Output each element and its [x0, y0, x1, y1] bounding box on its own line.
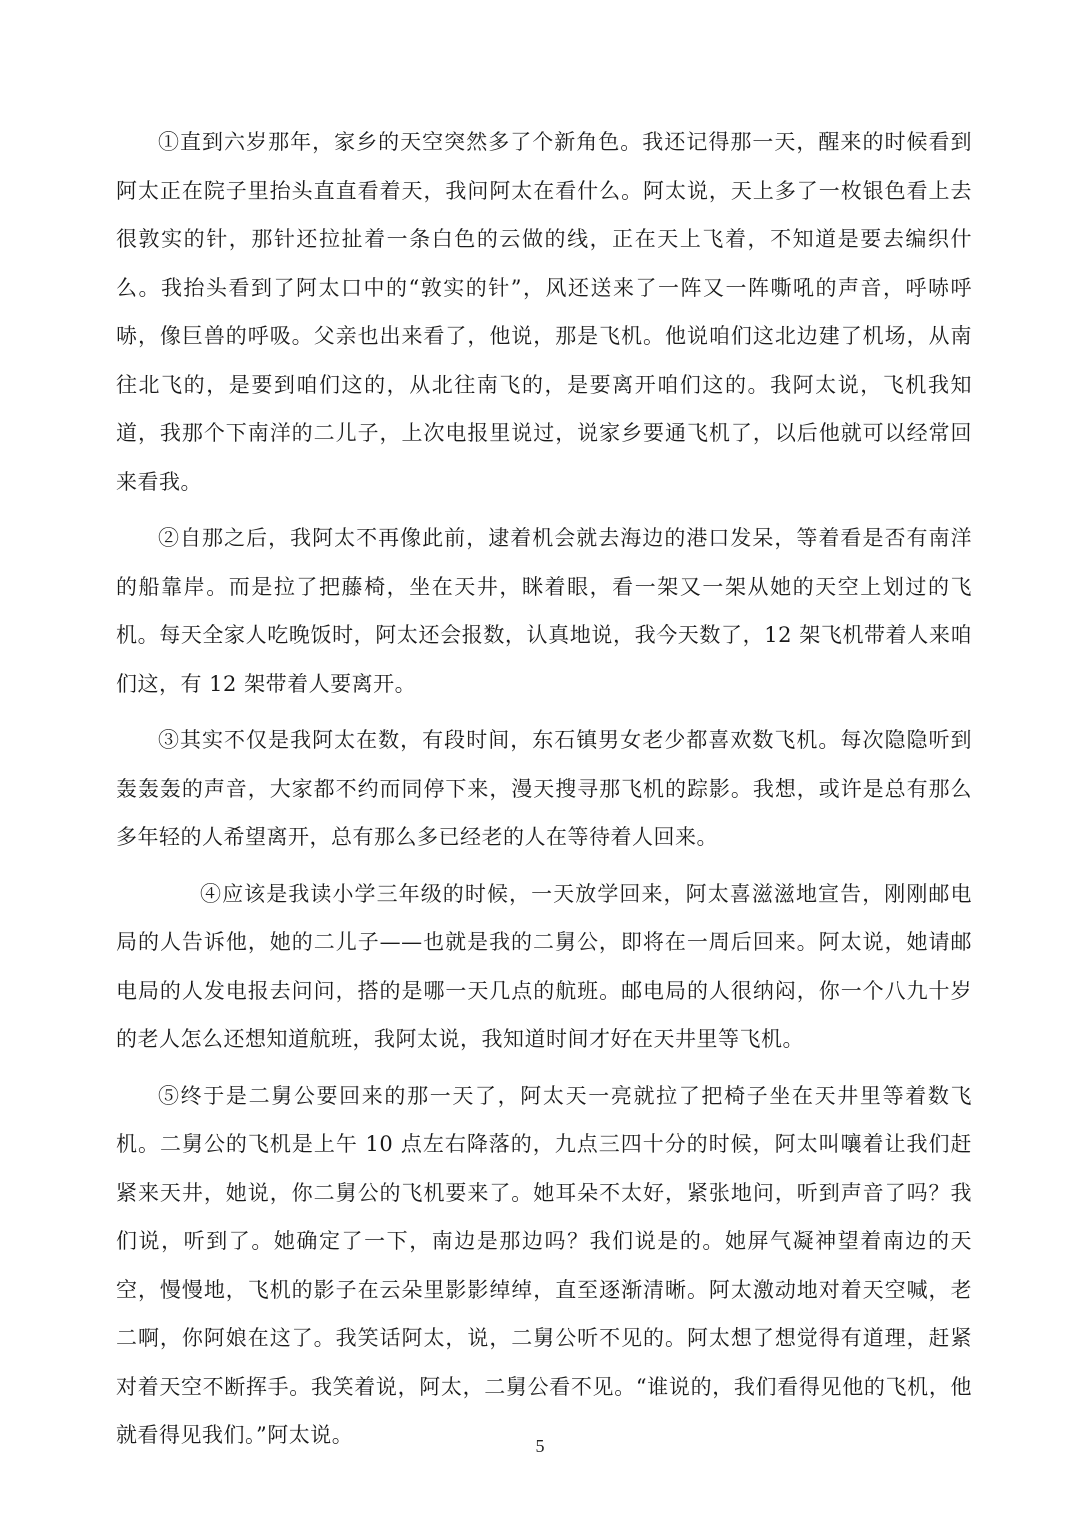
paragraph-4: ④应该是我读小学三年级的时候，一天放学回来，阿太喜滋滋地宣告，刚刚邮电局的人告诉他，她的二儿子——也就是我的二舅公，即将在一周后回来。阿太说，她请邮电局的人发电报去问问，搭的是哪一天几点的航班。邮电局的人很纳闷，你一个八九十岁的老人怎么还想知道航班，我阿太说，我知道时间才好在天井里等飞机。: [116, 881, 972, 1051]
page-number: 5: [535, 1436, 545, 1456]
paragraph-3: ③其实不仅是我阿太在数，有段时间，东石镇男女老少都喜欢数飞机。每次隐隐听到轰轰轰的声音，大家都不约而同停下来，漫天搜寻那飞机的踪影。我想，或许是总有那么多年轻的人希望离开，总有那么多已经老的人在等待着人回来。: [116, 728, 972, 849]
paragraph-2: ②自那之后，我阿太不再像此前，逮着机会就去海边的港口发呆，等着看是否有南洋的船靠岸。而是拉了把藤椅，坐在天井，眯着眼，看一架又一架从她的天空上划过的飞机。每天全家人吃晚饭时，阿太还会报数，认真地说，我今天数了，12 架飞机带着人来咱们这，有 12 架带着人要离开。: [116, 526, 972, 696]
body-text: [116, 118, 972, 1468]
paragraph-5: ⑤终于是二舅公要回来的那一天了，阿太天一亮就拉了把椅子坐在天井里等着数飞机。二舅公的飞机是上午 10 点左右降落的，九点三四十分的时候，阿太叫嚷着让我们赶紧来天井，她说，你二舅公的飞机要来了。她耳朵不太好，紧张地问，听到声音了吗？我们说，听到了。她确定了一下，南边是那边吗？我们说是的。她屏气凝神望着南边的天空，慢慢地，飞机的影子在云朵里影影绰绰，直至逐渐清晰。阿太激动地对着天空喊，老二啊，你阿娘在这了。我笑话阿太，说，二舅公听不见的。阿太想了想觉得有道理，赶紧对着天空不断挥手。我笑着说，阿太，二舅公看不见。“谁说的，我们看得见他的飞机，他就看得见我们。”阿太说。: [116, 1083, 972, 1447]
paragraph-1: ①直到六岁那年，家乡的天空突然多了个新角色。我还记得那一天，醒来的时候看到阿太正在院子里抬头直直看着天，我问阿太在看什么。阿太说，天上多了一枚银色看上去很敦实的针，那针还拉扯着一条白色的云做的线，正在天上飞着，不知道是要去编织什么。我抬头看到了阿太口中的“敦实的针”，风还送来了一阵又一阵嘶吼的声音，呼哧呼哧，像巨兽的呼吸。父亲也出来看了，他说，那是飞机。他说咱们这北边建了机场，从南往北飞的，是要到咱们这的，从北往南飞的，是要离开咱们这的。我阿太说，飞机我知道，我那个下南洋的二儿子，上次电报里说过，说家乡要通飞机了，以后他就可以经常回来看我。: [116, 130, 972, 494]
